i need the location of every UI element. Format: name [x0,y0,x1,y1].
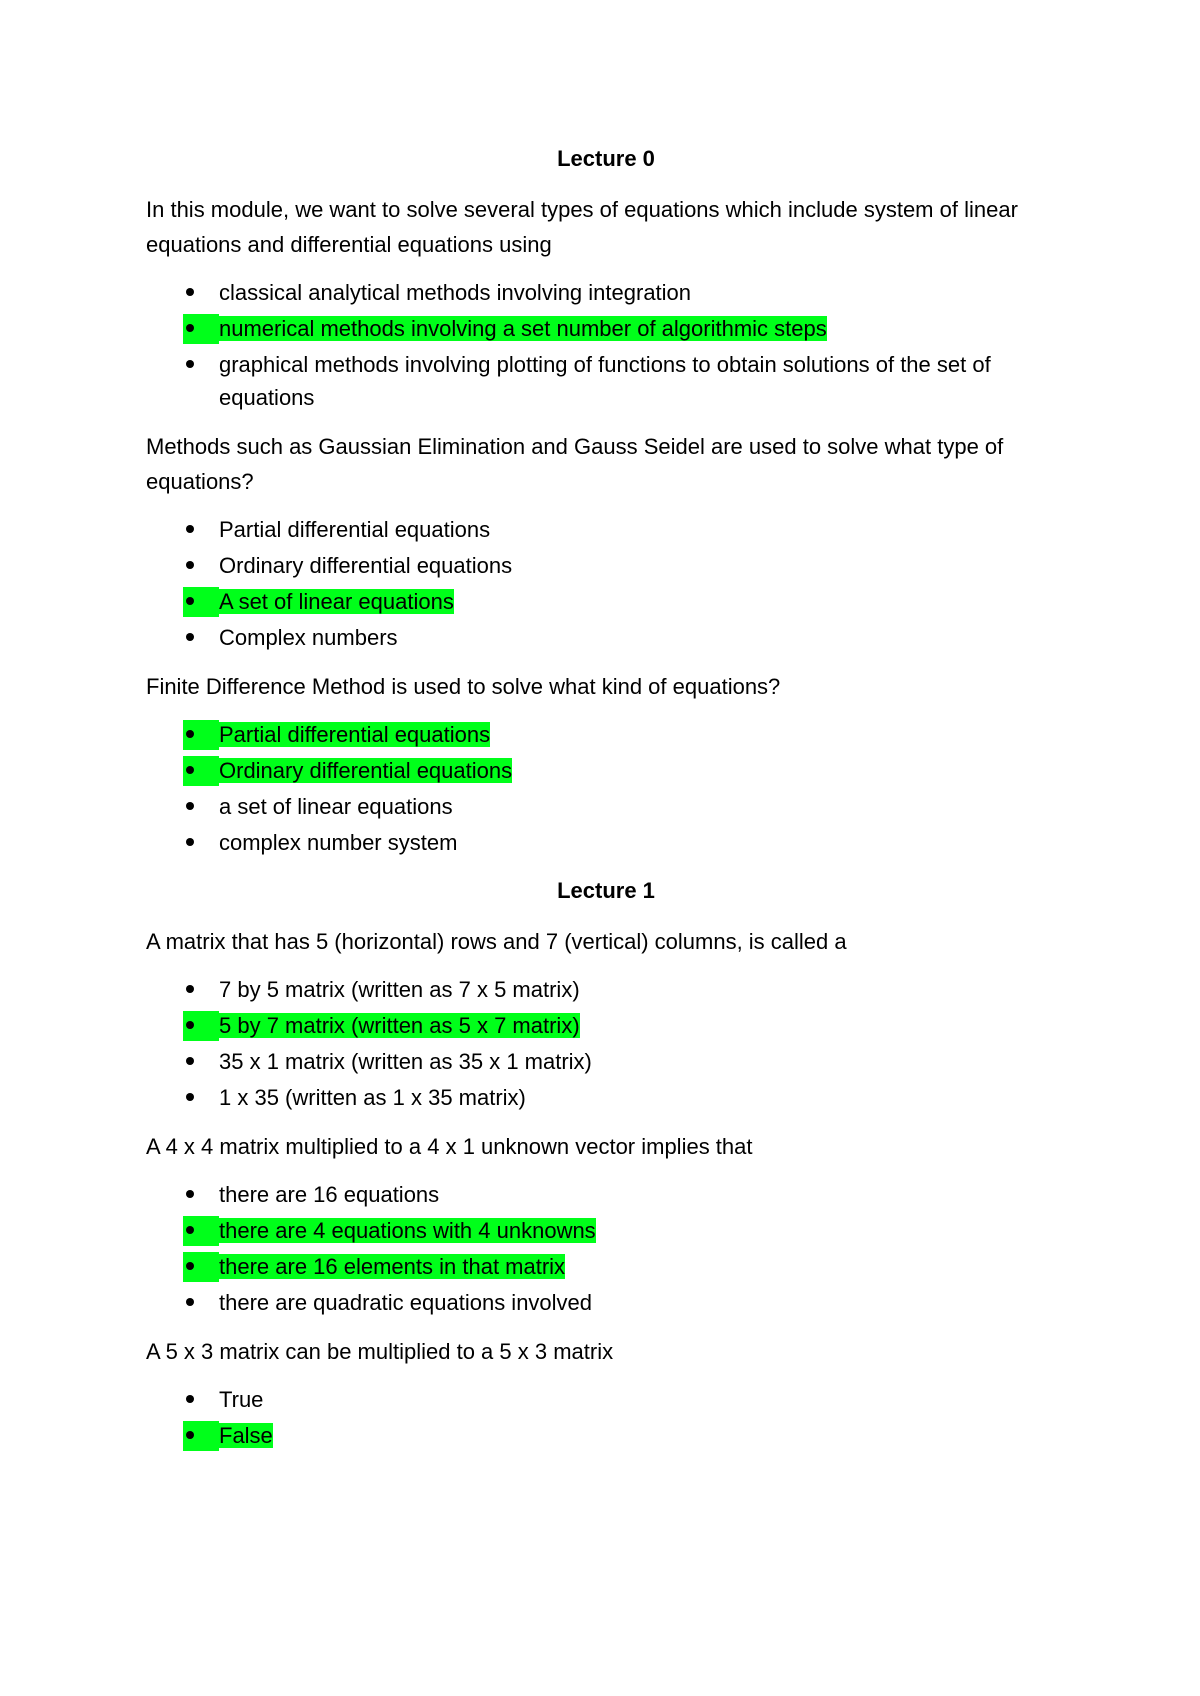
options-matrix-size [146,973,1066,1114]
list-item-highlighted: numerical methods involving a set number of algorithmic steps [146,312,1066,345]
list-item: there are 16 equations [146,1178,1066,1211]
options-matrix-multiply [146,1383,1066,1452]
bullet-icon [186,1057,194,1065]
list-item: True [146,1383,1066,1416]
list-item-highlighted: False [146,1419,1066,1452]
list-item: 1 x 35 (written as 1 x 35 matrix) [146,1081,1066,1114]
bullet-icon [186,766,194,774]
methods-list [146,276,1066,414]
bullet-icon [186,802,194,810]
bullet-icon [186,838,194,846]
list-item-highlighted: Partial differential equations [146,718,1066,751]
list-item: a set of linear equations [146,790,1066,823]
question-matrix-multiply: A 5 x 3 matrix can be multiplied to a 5 x 3 matrix [146,1339,614,1364]
list-item: there are quadratic equations involved [146,1286,1066,1319]
question-gaussian: Methods such as Gaussian Elimination and Gauss Seidel are used to solve what type of equations? [146,434,1004,494]
question-matrix-size: A matrix that has 5 (horizontal) rows and 7 (vertical) columns, is called a [146,929,847,954]
list-item: 7 by 5 matrix (written as 7 x 5 matrix) [146,973,1066,1006]
question-finite-difference: Finite Difference Method is used to solve what kind of equations? [146,674,781,699]
bullet-icon [186,1021,194,1029]
list-item: graphical methods involving plotting of functions to obtain solutions of the set of equations [146,348,1066,414]
bullet-icon [186,1190,194,1198]
bullet-icon [186,1226,194,1234]
list-item-highlighted: there are 16 elements in that matrix [146,1250,1066,1283]
bullet-icon [186,561,194,569]
bullet-icon [186,1093,194,1101]
options-matrix-vector [146,1178,1066,1319]
list-item: Ordinary differential equations [146,549,1066,582]
bullet-icon [186,1431,194,1439]
bullet-icon [186,1262,194,1270]
bullet-icon [186,1395,194,1403]
list-item-highlighted: A set of linear equations [146,585,1066,618]
list-item-highlighted: 5 by 7 matrix (written as 5 x 7 matrix) [146,1009,1066,1042]
list-item-highlighted: Ordinary differential equations [146,754,1066,787]
bullet-icon [186,633,194,641]
options-finite-difference [146,718,1066,859]
document-content [146,142,1066,1467]
bullet-icon [186,324,194,332]
list-item: complex number system [146,826,1066,859]
bullet-icon [186,985,194,993]
list-item: Complex numbers [146,621,1066,654]
bullet-icon [186,525,194,533]
lecture-0-heading: Lecture 0 [557,146,655,171]
list-item: 35 x 1 matrix (written as 35 x 1 matrix) [146,1045,1066,1078]
bullet-icon [186,597,194,605]
list-item-highlighted: there are 4 equations with 4 unknowns [146,1214,1066,1247]
list-item: Partial differential equations [146,513,1066,546]
list-item: classical analytical methods involving integration [146,276,1066,309]
intro-paragraph: In this module, we want to solve several types of equations which include system of linear equations and differential equations using [146,197,1018,257]
question-matrix-vector: A 4 x 4 matrix multiplied to a 4 x 1 unknown vector implies that [146,1134,753,1159]
bullet-icon [186,1298,194,1306]
bullet-icon [186,360,194,368]
bullet-icon [186,730,194,738]
bullet-icon [186,288,194,296]
lecture-1-heading: Lecture 1 [557,878,655,903]
options-gaussian [146,513,1066,654]
